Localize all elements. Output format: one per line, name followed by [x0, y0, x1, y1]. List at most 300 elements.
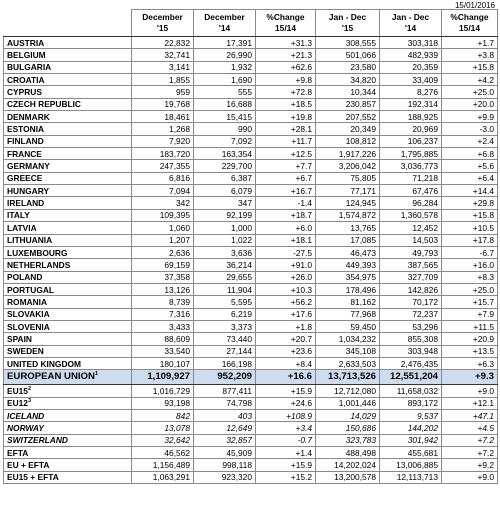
country-row	[4, 197, 498, 209]
country-row	[4, 357, 498, 369]
row-label: CYPRUS	[4, 86, 132, 98]
value-cell: 403	[194, 409, 256, 421]
value-cell: 88,609	[132, 333, 194, 345]
header-corner	[4, 10, 132, 37]
header-ytd-change: %Change 15/14	[442, 10, 498, 37]
value-cell: 26,990	[194, 49, 256, 61]
value-cell: 327,709	[380, 271, 442, 283]
row-label: LATVIA	[4, 222, 132, 234]
country-row	[4, 98, 498, 110]
value-cell: +18.5	[256, 98, 316, 110]
value-cell: 6,387	[194, 172, 256, 184]
value-cell: 93,198	[132, 397, 194, 409]
total-row	[4, 471, 498, 483]
value-cell: +25.0	[442, 86, 498, 98]
value-cell: 14,503	[380, 234, 442, 246]
row-label: EFTA	[4, 447, 132, 459]
value-cell: +14.4	[442, 185, 498, 197]
value-cell: 893,172	[380, 397, 442, 409]
row-label: ESTONIA	[4, 123, 132, 135]
value-cell: +15.8	[442, 209, 498, 221]
value-cell: 12,113,713	[380, 471, 442, 483]
row-label: CZECH REPUBLIC	[4, 98, 132, 110]
value-cell: 11,904	[194, 283, 256, 295]
value-cell: +15.9	[256, 385, 316, 397]
value-cell: +4.5	[442, 422, 498, 434]
value-cell: 67,476	[380, 185, 442, 197]
row-label: ICELAND	[4, 409, 132, 421]
value-cell: +1.7	[442, 37, 498, 49]
value-cell: 13,006,885	[380, 459, 442, 471]
country-row	[4, 283, 498, 295]
value-cell: 1,917,226	[316, 148, 380, 160]
value-cell: 183,720	[132, 148, 194, 160]
header-row	[4, 10, 498, 37]
row-label: BULGARIA	[4, 61, 132, 73]
value-cell: -3.0	[442, 123, 498, 135]
value-cell: +12.5	[256, 148, 316, 160]
value-cell: 1,795,885	[380, 148, 442, 160]
value-cell: 482,939	[380, 49, 442, 61]
value-cell: 8,739	[132, 296, 194, 308]
value-cell: +24.6	[256, 397, 316, 409]
value-cell: +12.1	[442, 397, 498, 409]
value-cell: 7,316	[132, 308, 194, 320]
value-cell: 72,237	[380, 308, 442, 320]
value-cell: +28.1	[256, 123, 316, 135]
value-cell: 32,857	[194, 434, 256, 446]
value-cell: 106,237	[380, 135, 442, 147]
value-cell: -27.5	[256, 246, 316, 258]
value-cell: 1,360,578	[380, 209, 442, 221]
row-label: GERMANY	[4, 160, 132, 172]
value-cell: 96,284	[380, 197, 442, 209]
value-cell: 952,209	[194, 370, 256, 385]
row-label: FRANCE	[4, 148, 132, 160]
value-cell: 12,551,204	[380, 370, 442, 385]
registrations-table	[3, 9, 498, 484]
report-date: 15/01/2016	[454, 1, 495, 10]
value-cell: 14,029	[316, 409, 380, 421]
value-cell: +13.5	[442, 345, 498, 357]
value-cell: 17,085	[316, 234, 380, 246]
value-cell: 92,199	[194, 209, 256, 221]
value-cell: 74,798	[194, 397, 256, 409]
value-cell: +47.1	[442, 409, 498, 421]
value-cell: 230,857	[316, 98, 380, 110]
header-ytd-14: Jan - Dec '14	[380, 10, 442, 37]
value-cell: -1.4	[256, 197, 316, 209]
value-cell: +1.4	[256, 447, 316, 459]
country-row	[4, 185, 498, 197]
value-cell: 345,108	[316, 345, 380, 357]
value-cell: 1,109,927	[132, 370, 194, 385]
value-cell: +19.8	[256, 111, 316, 123]
row-label: BELGIUM	[4, 49, 132, 61]
value-cell: 32,642	[132, 434, 194, 446]
header-dec-change: %Change 15/14	[256, 10, 316, 37]
country-row	[4, 160, 498, 172]
value-cell: +7.2	[442, 447, 498, 459]
value-cell: -0.7	[256, 434, 316, 446]
row-label: SLOVAKIA	[4, 308, 132, 320]
value-cell: 15,415	[194, 111, 256, 123]
value-cell: +9.3	[442, 370, 498, 385]
value-cell: 2,636	[132, 246, 194, 258]
value-cell: 308,555	[316, 37, 380, 49]
value-cell: 7,094	[132, 185, 194, 197]
value-cell: 7,092	[194, 135, 256, 147]
value-cell: 12,452	[380, 222, 442, 234]
value-cell: 1,060	[132, 222, 194, 234]
value-cell: +11.5	[442, 320, 498, 332]
value-cell: 959	[132, 86, 194, 98]
row-label: GREECE	[4, 172, 132, 184]
value-cell: +72.8	[256, 86, 316, 98]
value-cell: +7.2	[442, 434, 498, 446]
value-cell: 77,171	[316, 185, 380, 197]
row-label: EU + EFTA	[4, 459, 132, 471]
value-cell: 108,812	[316, 135, 380, 147]
value-cell: 23,580	[316, 61, 380, 73]
value-cell: 71,218	[380, 172, 442, 184]
value-cell: 22,832	[132, 37, 194, 49]
value-cell: 33,540	[132, 345, 194, 357]
aggregate-row	[4, 385, 498, 397]
value-cell: 842	[132, 409, 194, 421]
row-label: EU15 + EFTA	[4, 471, 132, 483]
value-cell: 12,649	[194, 422, 256, 434]
country-row	[4, 222, 498, 234]
value-cell: 45,909	[194, 447, 256, 459]
value-cell: +9.9	[442, 111, 498, 123]
country-row	[4, 172, 498, 184]
value-cell: +2.4	[442, 135, 498, 147]
value-cell: 1,156,489	[132, 459, 194, 471]
value-cell: 77,968	[316, 308, 380, 320]
value-cell: 27,144	[194, 345, 256, 357]
value-cell: 247,355	[132, 160, 194, 172]
value-cell: 1,001,446	[316, 397, 380, 409]
value-cell: 6,219	[194, 308, 256, 320]
value-cell: 192,314	[380, 98, 442, 110]
row-label: DENMARK	[4, 111, 132, 123]
row-label: ITALY	[4, 209, 132, 221]
efta-country-row	[4, 409, 498, 421]
header-dec-15: December '15	[132, 10, 194, 37]
value-cell: +29.8	[442, 197, 498, 209]
country-row	[4, 271, 498, 283]
value-cell: +6.7	[256, 172, 316, 184]
row-label: HUNGARY	[4, 185, 132, 197]
value-cell: 5,595	[194, 296, 256, 308]
value-cell: +6.3	[442, 357, 498, 369]
value-cell: 46,473	[316, 246, 380, 258]
value-cell: 144,202	[380, 422, 442, 434]
value-cell: 2,633,503	[316, 357, 380, 369]
value-cell: 20,349	[316, 123, 380, 135]
row-label: AUSTRIA	[4, 37, 132, 49]
value-cell: +8.4	[256, 357, 316, 369]
row-label: CROATIA	[4, 74, 132, 86]
value-cell: 81,162	[316, 296, 380, 308]
value-cell: 354,975	[316, 271, 380, 283]
value-cell: +9.2	[442, 459, 498, 471]
row-label: $EU12^3$	[4, 397, 132, 409]
value-cell: 6,079	[194, 185, 256, 197]
value-cell: 166,198	[194, 357, 256, 369]
value-cell: +10.5	[442, 222, 498, 234]
value-cell: +108.9	[256, 409, 316, 421]
value-cell: 59,450	[316, 320, 380, 332]
country-row	[4, 135, 498, 147]
value-cell: +56.2	[256, 296, 316, 308]
country-row	[4, 234, 498, 246]
value-cell: 555	[194, 86, 256, 98]
total-row	[4, 459, 498, 471]
value-cell: +91.0	[256, 259, 316, 271]
country-row	[4, 37, 498, 49]
value-cell: +31.3	[256, 37, 316, 49]
value-cell: 1,022	[194, 234, 256, 246]
value-cell: +10.3	[256, 283, 316, 295]
total-row	[4, 447, 498, 459]
value-cell: +25.0	[442, 283, 498, 295]
row-label: SLOVENIA	[4, 320, 132, 332]
country-row	[4, 308, 498, 320]
value-cell: 3,141	[132, 61, 194, 73]
value-cell: 1,855	[132, 74, 194, 86]
value-cell: +8.3	[442, 271, 498, 283]
value-cell: +15.7	[442, 296, 498, 308]
value-cell: 124,945	[316, 197, 380, 209]
row-label: FINLAND	[4, 135, 132, 147]
value-cell: 1,000	[194, 222, 256, 234]
value-cell: 34,820	[316, 74, 380, 86]
country-row	[4, 123, 498, 135]
value-cell: +17.6	[256, 308, 316, 320]
value-cell: 1,932	[194, 61, 256, 73]
value-cell: 163,354	[194, 148, 256, 160]
value-cell: 488,498	[316, 447, 380, 459]
value-cell: 455,681	[380, 447, 442, 459]
value-cell: 3,036,773	[380, 160, 442, 172]
value-cell: 3,373	[194, 320, 256, 332]
value-cell: 1,016,729	[132, 385, 194, 397]
value-cell: 1,207	[132, 234, 194, 246]
value-cell: 449,393	[316, 259, 380, 271]
value-cell: 1,034,232	[316, 333, 380, 345]
value-cell: 32,741	[132, 49, 194, 61]
header-ytd-15: Jan - Dec '15	[316, 10, 380, 37]
country-row	[4, 74, 498, 86]
country-row	[4, 111, 498, 123]
value-cell: 923,320	[194, 471, 256, 483]
value-cell: +4.2	[442, 74, 498, 86]
country-row	[4, 333, 498, 345]
row-label: EUROPEAN UNION$^1$	[4, 370, 132, 385]
footnote-marker: 2	[27, 386, 32, 393]
efta-country-row	[4, 422, 498, 434]
value-cell: +6.8	[442, 148, 498, 160]
value-cell: 75,805	[316, 172, 380, 184]
value-cell: 229,700	[194, 160, 256, 172]
value-cell: 19,768	[132, 98, 194, 110]
row-label: NETHERLANDS	[4, 259, 132, 271]
value-cell: 36,214	[194, 259, 256, 271]
value-cell: 1,063,291	[132, 471, 194, 483]
row-label: POLAND	[4, 271, 132, 283]
value-cell: +15.2	[256, 471, 316, 483]
value-cell: -6.7	[442, 246, 498, 258]
efta-country-row	[4, 434, 498, 446]
footnote-marker: 1	[94, 371, 99, 378]
value-cell: +20.0	[442, 98, 498, 110]
row-label: SWEDEN	[4, 345, 132, 357]
aggregate-row	[4, 397, 498, 409]
value-cell: 3,206,042	[316, 160, 380, 172]
row-label: NORWAY	[4, 422, 132, 434]
row-label: SWITZERLAND	[4, 434, 132, 446]
value-cell: 2,476,435	[380, 357, 442, 369]
value-cell: 7,920	[132, 135, 194, 147]
value-cell: +16.6	[256, 370, 316, 385]
value-cell: +20.9	[442, 333, 498, 345]
value-cell: 33,409	[380, 74, 442, 86]
row-label: PORTUGAL	[4, 283, 132, 295]
value-cell: 13,765	[316, 222, 380, 234]
value-cell: 142,826	[380, 283, 442, 295]
value-cell: +18.1	[256, 234, 316, 246]
value-cell: +5.6	[442, 160, 498, 172]
value-cell: +9.0	[442, 471, 498, 483]
value-cell: +16.7	[256, 185, 316, 197]
country-row	[4, 259, 498, 271]
value-cell: 73,440	[194, 333, 256, 345]
row-label: LITHUANIA	[4, 234, 132, 246]
value-cell: +15.9	[256, 459, 316, 471]
value-cell: 3,636	[194, 246, 256, 258]
value-cell: 109,395	[132, 209, 194, 221]
value-cell: 855,308	[380, 333, 442, 345]
value-cell: 1,690	[194, 74, 256, 86]
country-row	[4, 209, 498, 221]
country-row	[4, 86, 498, 98]
value-cell: 70,172	[380, 296, 442, 308]
value-cell: 13,126	[132, 283, 194, 295]
value-cell: 178,496	[316, 283, 380, 295]
row-label: IRELAND	[4, 197, 132, 209]
value-cell: 6,816	[132, 172, 194, 184]
value-cell: +3.4	[256, 422, 316, 434]
value-cell: 877,411	[194, 385, 256, 397]
value-cell: +3.8	[442, 49, 498, 61]
value-cell: 1,574,872	[316, 209, 380, 221]
country-row	[4, 296, 498, 308]
value-cell: 501,066	[316, 49, 380, 61]
row-label: SPAIN	[4, 333, 132, 345]
country-row	[4, 61, 498, 73]
value-cell: +9.8	[256, 74, 316, 86]
value-cell: 990	[194, 123, 256, 135]
country-row	[4, 246, 498, 258]
value-cell: 3,433	[132, 320, 194, 332]
footnote-marker: 3	[27, 398, 32, 405]
value-cell: 998,118	[194, 459, 256, 471]
row-label: UNITED KINGDOM	[4, 357, 132, 369]
value-cell: 13,713,526	[316, 370, 380, 385]
value-cell: 13,078	[132, 422, 194, 434]
value-cell: 69,159	[132, 259, 194, 271]
country-row	[4, 320, 498, 332]
header-dec-14: December '14	[194, 10, 256, 37]
value-cell: 207,552	[316, 111, 380, 123]
value-cell: 9,537	[380, 409, 442, 421]
value-cell: +18.7	[256, 209, 316, 221]
value-cell: 16,688	[194, 98, 256, 110]
value-cell: +1.8	[256, 320, 316, 332]
value-cell: +7.7	[256, 160, 316, 172]
value-cell: 49,793	[380, 246, 442, 258]
value-cell: 20,969	[380, 123, 442, 135]
value-cell: 18,461	[132, 111, 194, 123]
value-cell: 53,296	[380, 320, 442, 332]
value-cell: +20.7	[256, 333, 316, 345]
value-cell: 150,686	[316, 422, 380, 434]
value-cell: +7.9	[442, 308, 498, 320]
value-cell: 180,107	[132, 357, 194, 369]
value-cell: +17.8	[442, 234, 498, 246]
value-cell: 20,359	[380, 61, 442, 73]
value-cell: +6.0	[256, 222, 316, 234]
value-cell: 37,358	[132, 271, 194, 283]
value-cell: +9.0	[442, 385, 498, 397]
value-cell: 188,925	[380, 111, 442, 123]
row-label: ROMANIA	[4, 296, 132, 308]
value-cell: 10,344	[316, 86, 380, 98]
value-cell: +16.0	[442, 259, 498, 271]
value-cell: 17,391	[194, 37, 256, 49]
value-cell: 13,200,578	[316, 471, 380, 483]
value-cell: 29,655	[194, 271, 256, 283]
european-union-row	[4, 370, 498, 385]
value-cell: +26.0	[256, 271, 316, 283]
value-cell: 347	[194, 197, 256, 209]
value-cell: +6.4	[442, 172, 498, 184]
country-row	[4, 148, 498, 160]
value-cell: +21.3	[256, 49, 316, 61]
value-cell: 14,202,024	[316, 459, 380, 471]
value-cell: 46,562	[132, 447, 194, 459]
table-body	[4, 37, 498, 484]
value-cell: 301,942	[380, 434, 442, 446]
value-cell: 303,948	[380, 345, 442, 357]
value-cell: +23.6	[256, 345, 316, 357]
value-cell: 1,268	[132, 123, 194, 135]
value-cell: 8,276	[380, 86, 442, 98]
value-cell: +11.7	[256, 135, 316, 147]
value-cell: +15.8	[442, 61, 498, 73]
value-cell: 342	[132, 197, 194, 209]
country-row	[4, 49, 498, 61]
value-cell: 11,658,032	[380, 385, 442, 397]
row-label: LUXEMBOURG	[4, 246, 132, 258]
value-cell: 387,565	[380, 259, 442, 271]
value-cell: +62.6	[256, 61, 316, 73]
country-row	[4, 345, 498, 357]
value-cell: 323,783	[316, 434, 380, 446]
value-cell: 12,712,080	[316, 385, 380, 397]
